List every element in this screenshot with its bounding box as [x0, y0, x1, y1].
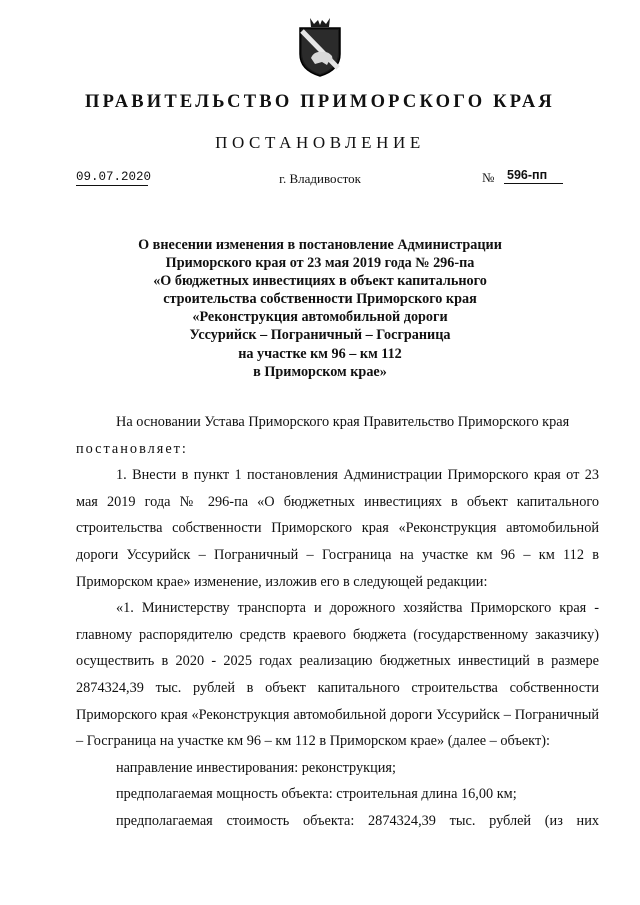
document-type: ПОСТАНОВЛЕНИЕ — [215, 133, 425, 152]
subject-line: «Реконструкция автомобильной дороги — [192, 309, 448, 326]
quoted-paragraph: «1. Министерству транспорта и дорожного хозяйства Приморского края - главному распорядителю средств краевого бюджета (государственному заказчику) осуществить в 2020 - 2025 годах реализацию бюджетных инвестиций в размере 2874324,39 тыс. рублей в объект капитального строительства собственности Приморского края «Реконструкция автомобильной дороги Уссурийск – Пограничный – Госграница на участке км 96 – км 112 в Приморском крае» (далее – объект): — [76, 600, 599, 750]
subject-line: строительства собственности Приморского края — [163, 291, 477, 308]
preamble-paragraph: На основании Устава Приморского края Правительство Приморского края — [116, 414, 570, 430]
document-date: 09.07.2020 — [76, 170, 152, 184]
object-capacity: предполагаемая мощность объекта: строительная длина 16,00 км; — [116, 786, 517, 803]
object-cost: предполагаемая стоимость объекта: 2874324,39 тыс. рублей (из них — [116, 812, 599, 829]
decree-word: постановляет: — [76, 440, 188, 457]
coat-of-arms-icon — [296, 18, 344, 78]
document-number: 596-пп — [504, 168, 563, 184]
subject-line: «О бюджетных инвестициях в объект капитального — [153, 273, 487, 290]
subject-line: О внесении изменения в постановление Администрации — [138, 237, 502, 253]
subject-line: на участке км 96 – км 112 — [238, 345, 402, 362]
item-1-paragraph: 1. Внести в пункт 1 постановления Администрации Приморского края от 23 мая 2019 года № 296-па «О бюджетных инвестициях в объект капитального строительства собственности Приморского края «Реконструкция автомобильной дороги Уссурийск – Пограничный – Госграница на участке км 96 – км 112 в Приморском крае» изменение, изложив его в следующей редакции: — [76, 467, 599, 590]
subject-line: в Приморском крае» — [253, 363, 387, 380]
document-number-label: № — [482, 170, 495, 185]
subject-line: Уссурийск – Пограничный – Госграница — [189, 327, 451, 344]
organization-title: ПРАВИТЕЛЬСТВО ПРИМОРСКОГО КРАЯ — [84, 92, 555, 112]
subject-line: Приморского края от 23 мая 2019 года № 296-па — [165, 255, 475, 272]
document-city: г. Владивосток — [279, 171, 361, 186]
document-subject — [120, 236, 520, 381]
document-body — [76, 409, 599, 835]
investment-direction: направление инвестирования: реконструкция; — [116, 759, 396, 776]
